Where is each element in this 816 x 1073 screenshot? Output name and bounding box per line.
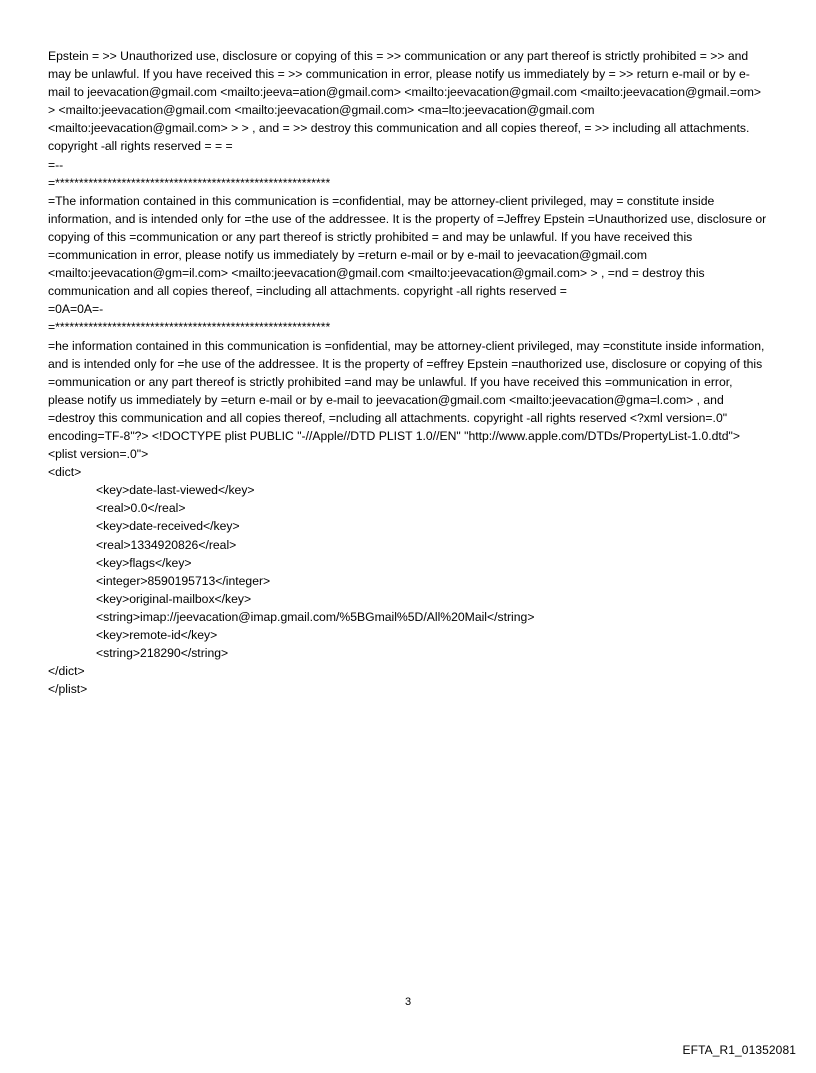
dict-close-tag: </dict> <box>48 664 85 679</box>
paragraph-disclaimer-1: Epstein = >> Unauthorized use, disclosure or copying of this = >> communication or any part thereof is strictly prohibited = >> and may be unlawful. If you have received this = >> communication in error, please notify us immediately by = >> return e-mail or by e-mail to jeevacation@gmail.com <mailto:jeeva=ation@gmail.com> <mailto:jeevacation@gmail.com <mailto:jeevacation@gmail.=om> > <mailto:jeevacation@gmail.com <mailto:jeevacation@gmail.com> <ma=lto:jeevacation@gmail.com <mailto:jeevacation@gmail.com> > > , and = >> destroy this communication and all copies thereof, = >> including all attachments. copyright -all rights reserved = = = <box>48 49 762 154</box>
separator-line: =0A=0A=- <box>48 302 104 317</box>
dict-line: <key>original-mailbox</key> <box>96 591 252 606</box>
separator-line: =-- <box>48 157 64 172</box>
separator-stars: =********************************************************** <box>48 175 331 190</box>
plist-close-tag: </plist> <box>48 682 88 697</box>
dict-line: <key>date-received</key> <box>96 519 240 534</box>
dict-open-tag: <dict> <box>48 465 82 480</box>
dict-line: <string>imap://jeevacation@imap.gmail.com/%5BGmail%5D/All%20Mail</string> <box>96 609 535 624</box>
dict-line: <real>0.0</real> <box>96 501 186 516</box>
bates-number: EFTA_R1_01352081 <box>682 1043 796 1057</box>
dict-line: <key>flags</key> <box>96 555 192 570</box>
separator-stars: =********************************************************** <box>48 320 331 335</box>
dict-line: <key>date-last-viewed</key> <box>96 483 255 498</box>
dict-line: <key>remote-id</key> <box>96 628 218 642</box>
page-number: 3 <box>404 996 412 1008</box>
document-body <box>48 47 770 698</box>
dict-line: <string>218290</string> <box>96 646 229 661</box>
plist-open-tag: <plist version=.0"> <box>48 447 149 462</box>
dict-line: <real>1334920826</real> <box>96 537 237 552</box>
paragraph-disclaimer-2: =The information contained in this communication is =confidential, may be attorney-client privileged, may = constitute inside information, and is intended only for =the use of the addressee. It is the property of =Jeffrey Epstein =Unauthorized use, disclosure or copying of this =communication or any part thereof is strictly prohibited = and may be unlawful. If you have received this =communication in error, please notify us immediately by =return e-mail or by e-mail to jeevacation@gmail.com <mailto:jeevacation@gm=il.com> <mailto:jeevacation@gmail.com <mailto:jeevacation@gmail.com> > , =nd = destroy this communication and all copies thereof, =including all attachments. copyright -all rights reserved = <box>48 193 767 299</box>
paragraph-disclaimer-3: =he information contained in this communication is =onfidential, may be attorney-client privileged, may =constitute inside information, and is intended only for =he use of the addressee. It is the property of =effrey Epstein =nauthorized use, disclosure or copying of this =ommunication or any part thereof is strictly prohibited =and may be unlawful. If you have received this =ommunication in error, please notify us immediately by =eturn e-mail or by e-mail to jeevacation@gmail.com <mailto:jeevacation@gma=l.com> , and =destroy this communication and all copies thereof, =ncluding all attachments. copyright -all rights reserved <?xml version=.0" encoding=TF-8"?> <!DOCTYPE plist PUBLIC "-//Apple//DTD PLIST 1.0//EN" "http://www.apple.com/DTDs/PropertyList-1.0.dtd"> <box>48 338 765 443</box>
dict-line: <integer>8590195713</integer> <box>96 573 271 588</box>
